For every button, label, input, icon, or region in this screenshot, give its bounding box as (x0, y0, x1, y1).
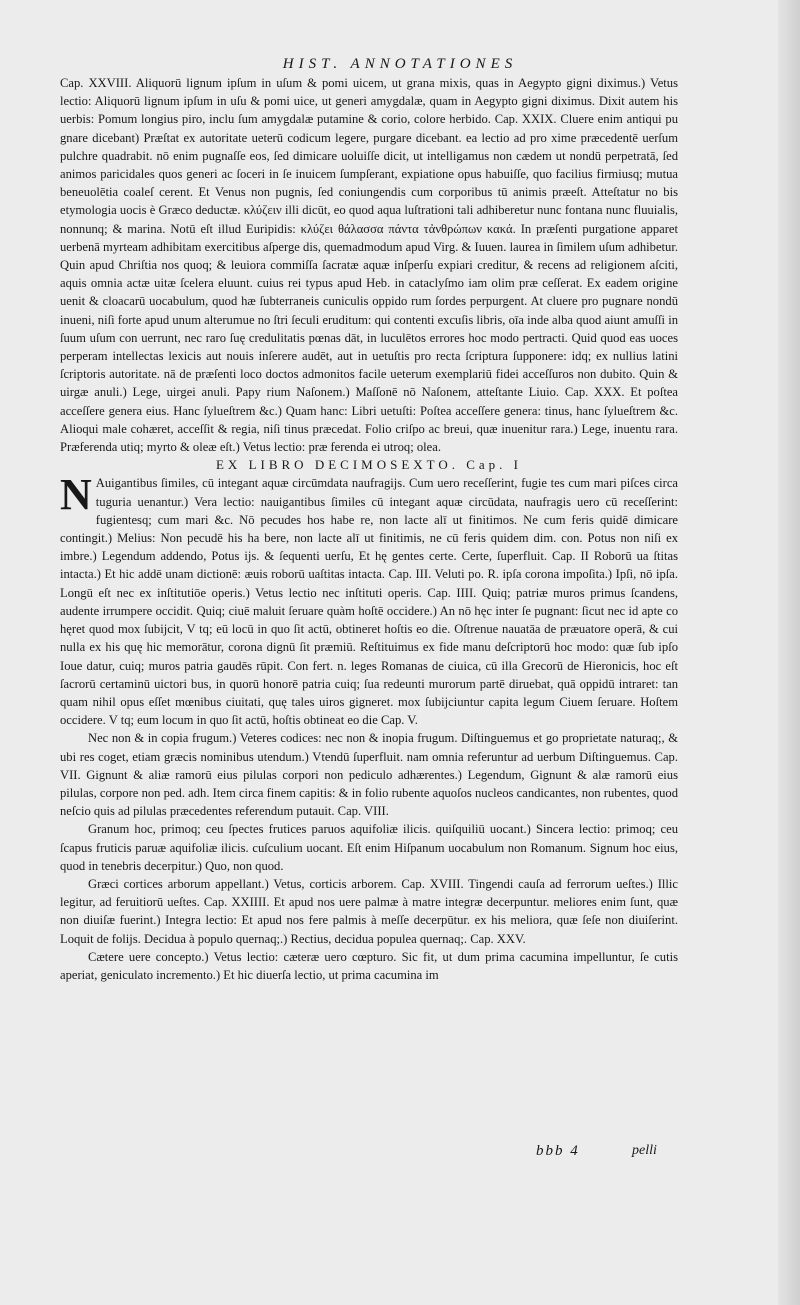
signature-mark: bbb 4 (536, 1143, 580, 1159)
page-body-text (60, 74, 678, 984)
catchword: pelli (632, 1143, 657, 1158)
page-gutter-shadow (778, 0, 800, 1305)
section-heading-liber-xvi: EX LIBRO DECIMOSEXTO. Cap. I (215, 457, 523, 473)
paragraph-cap-18-25: Græci cortices arborum appellant.) Vetus, corticis arborem. Cap. XVIII. Tingendi cauſa ad ferrorum ueſtes.) Illic legitur, ad feruitiorū ueſtes. Cap. XXIIII. Et apud nos uere palmæ à matre integræ decerpuntur. meliores enim ſunt, quæ non diuiſæ fuerint.) Integra lectio: Et apud nos fere palmis à meſſe decerpūtur. ex his meliora, quæ ſeſe non diuiſerint. Loquit de folijs. Decidua à populo quernaq;.) Rectius, decidua populea quernaq;. Cap. XXV. (60, 876, 678, 946)
paragraph-cap-28-30: Cap. XXVIII. Aliquorū lignum ipſum in uſum & pomi uicem, ut grana mixis, quas in Aegypto gigni diximus.) Vetus lectio: Aliquorū lignum ipſum in uſu & pomi uice, ut generi amygdalæ, quam in Aegypto gigni diximus. Dixit autem his uerbis: Pomum longius piro, inclu ſum amygdalæ putamine & corio, colore herbido. Cap. XXIX. Cluere enim antiqui pu gnare dicebant) Præſtat ex autoritate ueterū codicum legere, purgare dicebant. ea lectio ad pro xime præcedentē uerſum pulchre quadrabit. nō enim pugnaſſe eos, ſed dimicare uoluiſſe dicit, ut intelligamus non cædem ut nondū perpetratā, ſed animos paricidales quos generi ac ſoceri in ſe inuicem ſumpſerant, expiatione opus habuiſſe, quo facilius firmiusq; mutua beneuolētia coaleſ cerent. Et Venus non pugnis, ſed coniungendis cum corporibus tū animis præeſt. Atteſtatur no bis etymologia uocis è Græco deductæ. κλύζειν illi dicūt, eo quod aqua luſtrationi tali adhiberetur nunc fontana nunc fluuialis, nonnunq; & marina. Notū eſt illud Euripidis: κλύζει θάλασσα πάντα τἀνθρώπων κακά. In præſenti purgatione apparet uerbenā myrteam adhibitam exercitibus aſperge dis, quemadmodum apud Virg. & Iuuen. laurea in ſimilem uſum adhibetur. Quin apud Chriſtia nos quoq; & leuiora commiſſa ſacratæ aquæ inſperſu expiari creditur, & recens ad religionem aſciti, aquis omnia actæ uitæ ſcelera eluunt. cuius rei typus apud Heb. in cataclyſmo iam olim præ ceſſerat. Ex eadem origine uenit & cloacarū uocabulum, quod hæ ſubterraneis cuniculis oppido rum ſordes perpurgent. At cluere pro pugnare nondū inueni, niſi forte apud unum alterumue no ſtri ſeculi eruditum: qui contenti excuſis libris, oīa inde alba quod aiunt amuſſi in ſuum uſum con uerrunt, nec raro ſuę credulitatis pœnas dāt, in luculētos errores hoc modo pertracti. Quid quod eas uoces perperam intellectas lexicis aut nouis inſerere audēt, aut in uetuſtis pro recta ſcriptura ſupponere: idq; ex nullius latini ſcriptoris autoritate. nā de præſenti loco doctos admonitos facile ueterum exemplariū fidei acceſſuros non dubito. Quin & uirgæ anuli.) Lege, uirgei anuli. Papy rium Naſonem.) Maſſonē nō Naſonem, atteſtante Liuio. Cap. XXX. Et poſtea acceſſere genera eius. Hanc ſylueſtrem &c.) Quam hanc: Libri uetuſti: Poſtea acceſſere genera: tinus, hanc ſylueſtrem &c. Alioqui male cohæret, acceſſit & regia, niſi tinus præcedat. Folio criſpo ac breui, quæ inuenitur rara.) Lege, inuentu rara. Præferenda utiq; myrto & oleæ eſt.) Vetus lectio: præ ferenda ei utroq; olea. (60, 76, 678, 455)
paragraph-cap-1-5 (60, 470, 678, 729)
paragraph-cap-1-5-text: Auigantibus ſimiles, cū integant aquæ circūmdata naufragijs. Cum uero receſſerint, fugie tes cum mari piſces circa tuguria uenantur.) Vera lectio: nauigantibus ſimiles cū integant aquæ circūdata, naufragis uero cū receſſerint: fugientesq; cum mari &c. Nō pecudes hos habe re, non lacte alī ut finitimos. Ne cum feris quidē dimicare contingit.) Melius: Non pecudē his ha bere, non lacte alī ut finitimis, ne cū feris quidem dim. con. Potus non niſi ex imbre.) Legendum addendo, Potus ijs. & ſequenti uerſu, Et hę gentes certe. Certe, ſuperfluit. Cap. II Roborū ua ſtitas intacta.) Et hic addē unam dictionē: æuis roborū uaſtitas intacta. Cap. III. Veluti po. R. ipſa corona impoſita.) Ipſi, nō ipſa. Longū eſt nec ex inſtitutiōe operis.) Vetus lectio nec inſtituti operis. Cap. IIII. Quiq; patriæ muros primus ſcandens, audente irrumpere occidit. Quiq; ciuē maluit ſeruare quàm hoſtē occidere.) An nō hęc inter ſe pugnant: ſicut nec id apte co hęret quod mox ſubijcit, V tq; eū locū in quo ſit actū, obtineret hoſtis eo die. Oſtrenue nauatāa de præuatore operā, & cui nulla ex his quę hic memorātur, corona dignū ſit præmiū. Reſtituimus ex fide manu deſcriptorū hoc modo: quæ ſub ipſo Ioue datur, cuiq; muros patria gaudēs rūpit. Con fert. n. leges Romanas de ciuica, cū illa Grecorū de Hieronicis, hoc eſt ſacrorū certaminū uictori bus, in quorū honorē patria cuiq; ſua redeunti murorum partē diruebat, quā oppidū intraret: tan quam nihil opus eſſet mœnibus ciuitati, quę tales uiros gigneret. mox ſubijciuntur capita legum Ciuem ſeruare. Hoſtem occidere. V tq; eum locum in quo ſit actū, hoſtis obtineat eo die Cap. V. (60, 476, 678, 728)
paragraph-caetere: Cætere uere concepto.) Vetus lectio: cæteræ uero cœpturo. Sic fit, ut dum prima cacumina impelluntur, ſe cutis aperiat, geniculato incremento.) Et hic diuerſa lectio, ut prima cacumina im (60, 949, 678, 982)
paragraph-cap-5-8: Nec non & in copia frugum.) Veteres codices: nec non & inopia frugum. Diſtinguemus et go proprietate naturaq;, & ubi res coget, etiam græcis nominibus utendum.) Vtendū ſuperfluit. nam omnia referuntur ad uerbum Diſtinguemus. Cap. VII. Gignunt & aliæ ramorū eius pilulas corpori non pediculo adhærentes.) Legendum, Gignunt & alæ ramorū eius pilulas, corpore non ped. adh. Item circa finem capitis: & in folio rubente aquoſos nucleos candicantes, non rubentes, quod neſcio quis ad pilulas præcedentes referendum putauit. Cap. VIII. (60, 731, 678, 819)
running-head: HIST. ANNOTATIONES (282, 56, 518, 72)
drop-cap-initial: N (60, 470, 92, 520)
paragraph-granum: Granum hoc, primoq; ceu ſpectes frutices paruos aquifoliæ ilicis. quiſquiliū uocant.) Sincera lectio: primoq; ceu ſcapus fruticis paruæ aquifoliæ ilicis. cuſculium uocant. Eſt enim Hiſpanum uocabulum non Romanum. Signum hoc eius, quod in tenebris decerpitur.) Quo, non quod. (60, 822, 678, 873)
